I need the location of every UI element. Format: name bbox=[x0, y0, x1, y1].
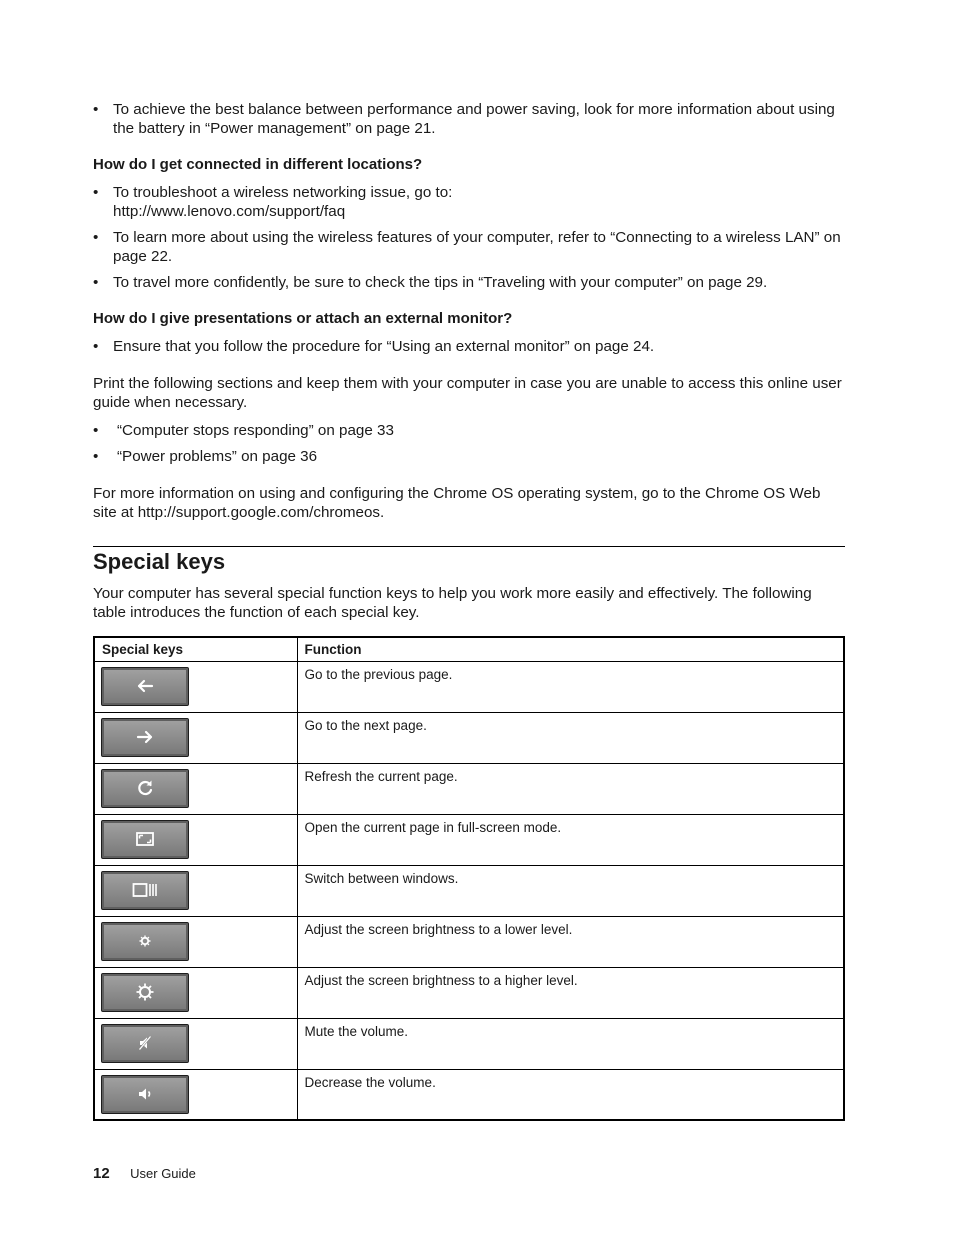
footer-title: User Guide bbox=[130, 1166, 196, 1181]
print-paragraph: Print the following sections and keep them with your computer in case you are unable to access this online user guide when necessary. bbox=[93, 375, 842, 411]
table-row bbox=[94, 1069, 844, 1120]
column-header-function: Function bbox=[297, 637, 844, 661]
list-item: • “Computer stops responding” on page 33 bbox=[93, 421, 845, 440]
key-cell bbox=[94, 661, 297, 712]
page-footer bbox=[93, 1165, 196, 1183]
print-sections-list bbox=[93, 421, 845, 466]
table-row bbox=[94, 661, 844, 712]
presentations-bullet-list bbox=[93, 337, 845, 356]
key-cell bbox=[94, 1018, 297, 1069]
switch-windows-key bbox=[101, 871, 189, 910]
function-cell: Go to the next page. bbox=[297, 712, 844, 763]
key-cell bbox=[94, 814, 297, 865]
table-row bbox=[94, 712, 844, 763]
volume-down-key bbox=[101, 1075, 189, 1114]
function-cell: Open the current page in full-screen mode. bbox=[297, 814, 844, 865]
special-keys-table bbox=[93, 636, 845, 1121]
chrome-os-paragraph: For more information on using and configuring the Chrome OS operating system, go to the Chrome OS Web site at http://support.google.com/chromeos. bbox=[93, 485, 821, 521]
mute-key bbox=[101, 1024, 189, 1063]
refresh-key bbox=[101, 769, 189, 808]
section-intro: Your computer has several special function keys to help you work more easily and effectively. The following table introduces the function of each special key. bbox=[93, 585, 812, 621]
key-cell bbox=[94, 916, 297, 967]
switch-windows-icon bbox=[132, 882, 158, 898]
list-item: • To learn more about using the wireless features of your computer, refer to “Connecting to a wireless LAN” on page 22. bbox=[93, 228, 845, 266]
top-bullet-list bbox=[93, 100, 845, 138]
brightness-down-icon bbox=[137, 933, 153, 949]
list-item bbox=[93, 183, 845, 221]
list-item: • To travel more confidently, be sure to check the tips in “Traveling with your computer” on page 29. bbox=[93, 273, 845, 292]
support-faq-link[interactable]: http://www.lenovo.com/support/faq bbox=[113, 203, 346, 220]
back-key bbox=[101, 667, 189, 706]
function-cell: Decrease the volume. bbox=[297, 1069, 844, 1120]
list-item-text: To troubleshoot a wireless networking issue, go to: bbox=[113, 184, 453, 201]
key-cell bbox=[94, 712, 297, 763]
list-item: • Ensure that you follow the procedure for “Using an external monitor” on page 24. bbox=[93, 337, 845, 356]
table-header-row bbox=[94, 637, 844, 661]
brightness-up-icon bbox=[135, 982, 155, 1002]
table-row bbox=[94, 865, 844, 916]
mute-icon bbox=[136, 1034, 154, 1052]
locations-bullet-list bbox=[93, 183, 845, 292]
question-presentations: How do I give presentations or attach an external monitor? bbox=[93, 310, 513, 327]
table-row bbox=[94, 814, 844, 865]
key-cell bbox=[94, 865, 297, 916]
key-cell bbox=[94, 1069, 297, 1120]
function-cell: Adjust the screen brightness to a higher level. bbox=[297, 967, 844, 1018]
table-row bbox=[94, 1018, 844, 1069]
section-divider bbox=[93, 546, 845, 547]
back-arrow-icon bbox=[135, 678, 155, 694]
forward-key bbox=[101, 718, 189, 757]
question-locations: How do I get connected in different locations? bbox=[93, 156, 423, 173]
fullscreen-icon bbox=[135, 831, 155, 847]
key-cell bbox=[94, 967, 297, 1018]
page-body bbox=[93, 100, 845, 522]
table-row bbox=[94, 967, 844, 1018]
function-cell: Refresh the current page. bbox=[297, 763, 844, 814]
function-cell: Go to the previous page. bbox=[297, 661, 844, 712]
section-title: Special keys bbox=[93, 549, 226, 574]
fullscreen-key bbox=[101, 820, 189, 859]
column-header-special-keys: Special keys bbox=[94, 637, 297, 661]
volume-down-icon bbox=[136, 1085, 154, 1103]
page-number: 12 bbox=[93, 1165, 110, 1182]
list-item: • “Power problems” on page 36 bbox=[93, 447, 845, 466]
table-row bbox=[94, 916, 844, 967]
refresh-icon bbox=[135, 778, 155, 798]
function-cell: Adjust the screen brightness to a lower level. bbox=[297, 916, 844, 967]
brightness-down-key bbox=[101, 922, 189, 961]
function-cell: Switch between windows. bbox=[297, 865, 844, 916]
brightness-up-key bbox=[101, 973, 189, 1012]
table-row bbox=[94, 763, 844, 814]
list-item: • To achieve the best balance between performance and power saving, look for more information about using the battery in “Power management” on page 21. bbox=[93, 100, 845, 138]
forward-arrow-icon bbox=[135, 729, 155, 745]
key-cell bbox=[94, 763, 297, 814]
function-cell: Mute the volume. bbox=[297, 1018, 844, 1069]
